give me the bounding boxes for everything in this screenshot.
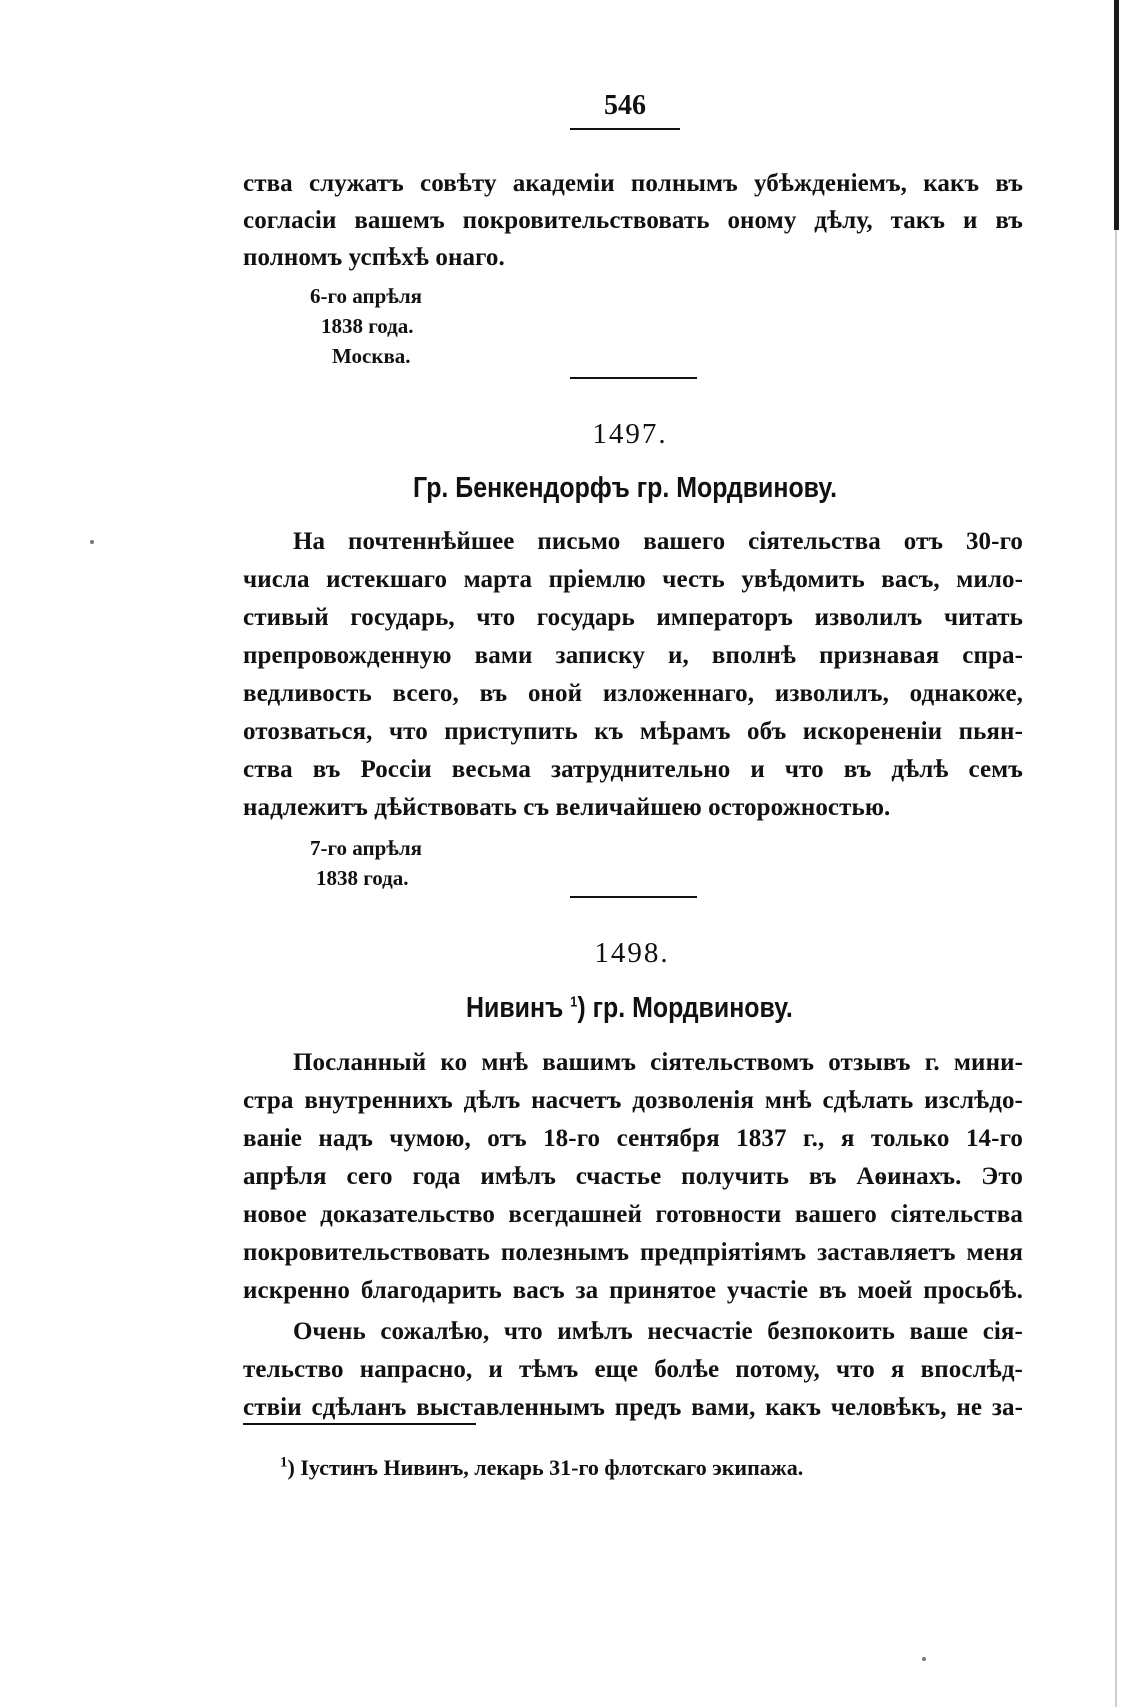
- text-line: препровожденную вами записку и, вполнѣ признавая спра-: [243, 642, 1023, 669]
- footnote: [280, 1455, 803, 1481]
- dateline-place: Москва.: [332, 344, 411, 368]
- section-separator: [570, 377, 697, 379]
- text-line: ства въ Россіи весьма затруднительно и что въ дѣлѣ семъ: [243, 756, 1023, 783]
- text-line: стивый государь, что государь императоръ изволилъ читать: [243, 604, 1023, 631]
- page-edge-dark: [1114, 0, 1119, 230]
- scan-speck: [90, 540, 94, 544]
- document-number: 1498.: [594, 937, 670, 969]
- dateline-year: 1838 года.: [316, 866, 409, 890]
- heading-recipient: ) гр. Мордвинову.: [577, 992, 793, 1024]
- document-number: 1497.: [592, 418, 668, 450]
- page-number: 546: [570, 90, 680, 130]
- letter-heading: Гр. Бенкендорфъ гр. Мордвинову.: [413, 472, 838, 504]
- text-line: Посланный ко мнѣ вашимъ сіятельствомъ отзывъ г. мини-: [293, 1049, 1023, 1076]
- footnote-separator: [243, 1423, 476, 1425]
- text-line: стра внутреннихъ дѣлъ насчетъ дозволенія мнѣ сдѣлать изслѣдо-: [243, 1087, 1023, 1114]
- text-line: покровительствовать полезнымъ предпріятіямъ заставляетъ меня: [243, 1239, 1023, 1266]
- page-edge-light: [1115, 230, 1117, 1707]
- text-line: согласіи вашемъ покровительствовать оному дѣлу, такъ и въ: [243, 207, 1023, 234]
- text-line: тельство напрасно, и тѣмъ еще болѣе потому, что я впослѣд-: [243, 1356, 1023, 1383]
- footnote-text: ) Іустинъ Нивинъ, лекарь 31-го флотскаго экипажа.: [287, 1455, 804, 1480]
- text-line: ваніе надъ чумою, отъ 18-го сентября 1837 г., я только 14-го: [243, 1125, 1023, 1152]
- letter-heading: [466, 992, 793, 1025]
- text-line: апрѣля сего года имѣлъ счастье получить въ Аѳинахъ. Это: [243, 1163, 1023, 1190]
- text-line: На почтеннѣйшее письмо вашего сіятельства отъ 30-го: [293, 528, 1023, 555]
- dateline-year: 1838 года.: [321, 314, 414, 338]
- text-line: ства служатъ совѣту академіи полнымъ убѣжденіемъ, какъ въ: [243, 170, 1023, 197]
- scan-speck: [922, 1657, 926, 1661]
- heading-name: Нивинъ: [466, 992, 571, 1024]
- text-line: искренно благодарить васъ за принятое участіе въ моей просьбѣ.: [243, 1277, 1023, 1304]
- text-line: ведливость всего, въ оной изложеннаго, изволилъ, однакоже,: [243, 680, 1023, 707]
- text-line: Очень сожалѣю, что имѣлъ несчастіе безпокоить ваше сія-: [293, 1318, 1023, 1345]
- text-line: надлежитъ дѣйствовать съ величайшею осторожностью.: [243, 794, 891, 821]
- text-line: ствіи сдѣланъ выставленнымъ предъ вами, какъ человѣкъ, не за-: [243, 1394, 1023, 1421]
- dateline-date: 6-го апрѣля: [310, 284, 423, 308]
- footnote-reference[interactable]: 1: [570, 993, 578, 1011]
- text-line: отозваться, что приступить къ мѣрамъ объ искорененіи пьян-: [243, 718, 1023, 745]
- dateline-date: 7-го апрѣля: [310, 836, 423, 860]
- text-line: числа истекшаго марта пріемлю честь увѣдомить васъ, мило-: [243, 566, 1023, 593]
- footnote-marker: 1: [280, 1454, 288, 1471]
- text-line: новое доказательство всегдашней готовности вашего сіятельства: [243, 1201, 1023, 1228]
- section-separator: [570, 896, 697, 898]
- text-line: полномъ успѣхѣ онаго.: [243, 244, 505, 271]
- page-edge: [1114, 0, 1119, 1707]
